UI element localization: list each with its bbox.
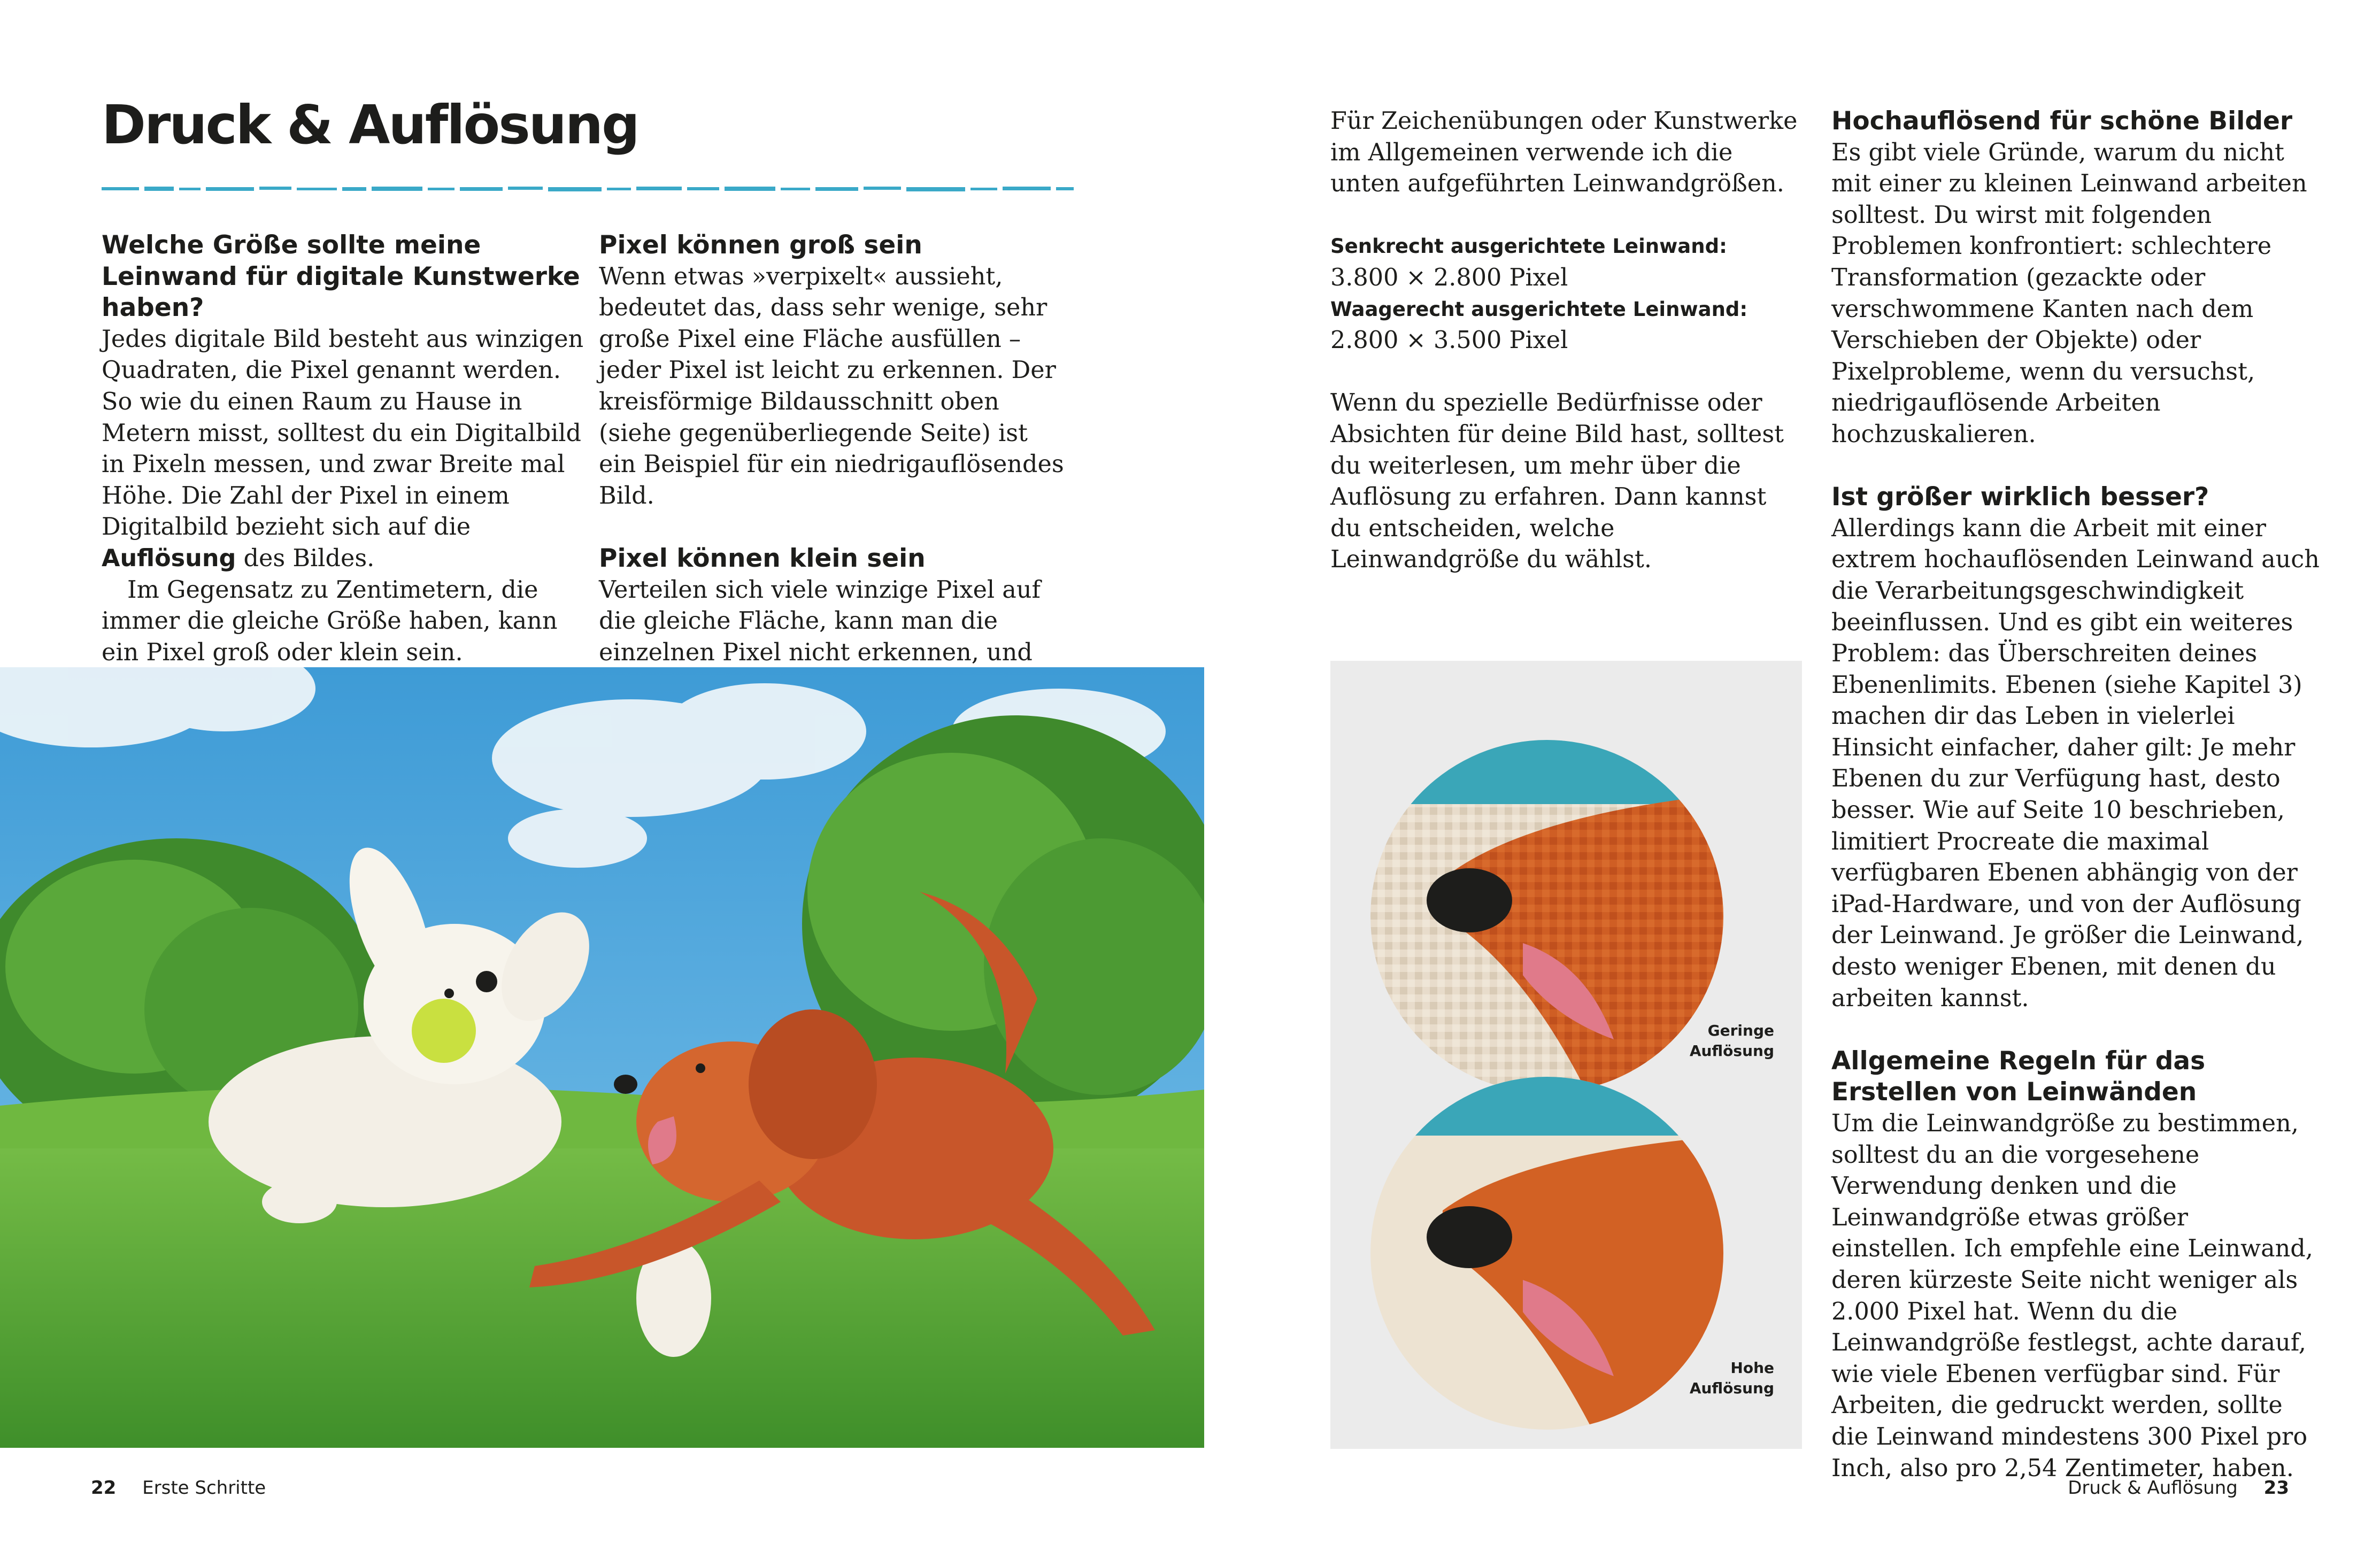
- tennis-ball: [412, 999, 476, 1063]
- value-landscape: 2.800 × 3.500 Pixel: [1330, 327, 1568, 354]
- column-high-resolution: [1831, 106, 2321, 1484]
- heading-bigger-better: Ist größer wirklich besser?: [1831, 482, 2209, 512]
- label-landscape: Waagerecht ausgerichtete Leinwand:: [1330, 297, 1748, 321]
- illustration-dogs-playing: [0, 667, 1204, 1448]
- heading-pixels-large: Pixel können groß sein: [599, 230, 922, 260]
- page-title: Druck & Auflösung: [102, 94, 638, 156]
- page-number-left: 22: [91, 1477, 117, 1499]
- paragraph-intro: Für Zeichenübungen oder Kunstwerke im Allgemeinen verwende ich die unten aufgeführten Leinwandgrößen.: [1330, 107, 1798, 198]
- heading-high-res: Hochauflösend für schöne Bilder: [1831, 106, 2293, 136]
- bold-term-resolution: Auflösung: [102, 544, 236, 572]
- heading-rules: Allgemeine Regeln für das Erstellen von Leinwänden: [1831, 1046, 2206, 1107]
- column-canvas-sizes: [1330, 106, 1801, 576]
- label-portrait: Senkrecht ausgerichtete Leinwand:: [1330, 235, 1727, 258]
- paragraph-pixels: Jedes digitale Bild besteht aus winzigen Quadraten, die Pixel genannt werden. So wie du einen Raum zu Hause in Metern misst, solltest du ein Digitalbild in Pixeln messen, und zwar Breite mal Höhe. Die Zahl der Pixel in einem Digitalbild bezieht sich auf die Auflösung des Bildes.: [102, 325, 584, 572]
- resolution-comparison-panel: [1330, 661, 1802, 1449]
- paragraph-outro: Wenn du spezielle Bedürfnisse oder Absichten für deine Bild hast, solltest du weiterlesen, um mehr über die Auflösung zu erfahren. Dann kannst du entscheiden, welche Leinwandgröße du wählst.: [1330, 389, 1784, 574]
- value-portrait: 3.800 × 2.800 Pixel: [1330, 264, 1568, 291]
- column-canvas-size: [102, 230, 586, 668]
- paragraph-bigger-better: Allerdings kann die Arbeit mit einer extrem hochauflösenden Leinwand auch die Verarbeitungsgeschwindigkeit beeinflussen. Und es gibt ein weiteres Problem: das Überschreiten deines Ebenenlimits. Ebenen (siehe Kapitel 3) machen dir das Leben in vielerlei Hinsicht einfacher, daher gilt: Je mehr Ebenen du zur Verfügung hast, desto besser. Wie auf Seite 10 beschrieben, limitiert Procreate die maximal verfügbaren Ebenen abhängig von der iPad-Hardware, und von der Auflösung der Leinwand. Je größer die Leinwand, desto weniger Ebenen, mit denen du arbeiten kannst.: [1831, 514, 2320, 1012]
- heading-pixels-small: Pixel können klein sein: [599, 543, 926, 573]
- section-name-left: Erste Schritte: [142, 1477, 266, 1499]
- column-pixel-size: [599, 230, 1072, 731]
- paragraph-pixel-size: Im Gegensatz zu Zentimetern, die immer die gleiche Größe haben, kann ein Pixel groß oder klein sein.: [102, 576, 558, 666]
- footer-right: [2068, 1477, 2289, 1499]
- paragraph-pixels-small: Verteilen sich viele winzige Pixel auf die gleiche Fläche, kann man die einzelnen Pixel nicht erkennen, und: [599, 576, 1041, 666]
- paragraph-high-res: Es gibt viele Gründe, warum du nicht mit einer zu kleinen Leinwand arbeiten solltest. Du wirst mit folgenden Problemen konfrontiert: schlechtere Transformation (gezackte oder verschwommene Kanten nach dem Verschieben der Objekte) oder Pixelprobleme, wenn du versuchst, niedrigauflösende Arbeiten hochzuskalieren.: [1831, 138, 2307, 448]
- section-name-right: Druck & Auflösung: [2068, 1477, 2238, 1499]
- heading-canvas-size: Welche Größe sollte meine Leinwand für digitale Kunstwerke haben?: [102, 230, 580, 323]
- footer-left: [91, 1477, 266, 1499]
- dashed-blue-rule: [102, 186, 1074, 191]
- caption-low-resolution: Geringe Auflösung: [1689, 1022, 1774, 1060]
- resolution-circles: [1362, 740, 1731, 1430]
- page-number-right: 23: [2263, 1477, 2289, 1499]
- paragraph-pixels-large: Wenn etwas »verpixelt« aussieht, bedeutet das, dass sehr wenige, sehr große Pixel eine Fläche ausfüllen – jeder Pixel ist leicht zu erkennen. Der kreisförmige Bildausschnitt oben (siehe gegenüberliegende Seite) ist ein Beispiel für ein niedrigauflösendes Bild.: [599, 263, 1064, 510]
- caption-high-resolution: Hohe Auflösung: [1689, 1359, 1774, 1397]
- paragraph-rules: Um die Leinwandgröße zu bestimmen, solltest du an die vorgesehene Verwendung denken und die Leinwandgröße etwas größer einstellen. Ich empfehle eine Leinwand, deren kürzeste Seite nicht weniger als 2.000 Pixel hat. Wenn du die Leinwandgröße festlegst, achte darauf, wie viele Ebenen verfügbar sind. Für Arbeiten, die gedruckt werden, sollte die Leinwand mindestens 300 Pixel pro Inch, also pro 2,54 Zentimeter, haben.: [1831, 1110, 2313, 1482]
